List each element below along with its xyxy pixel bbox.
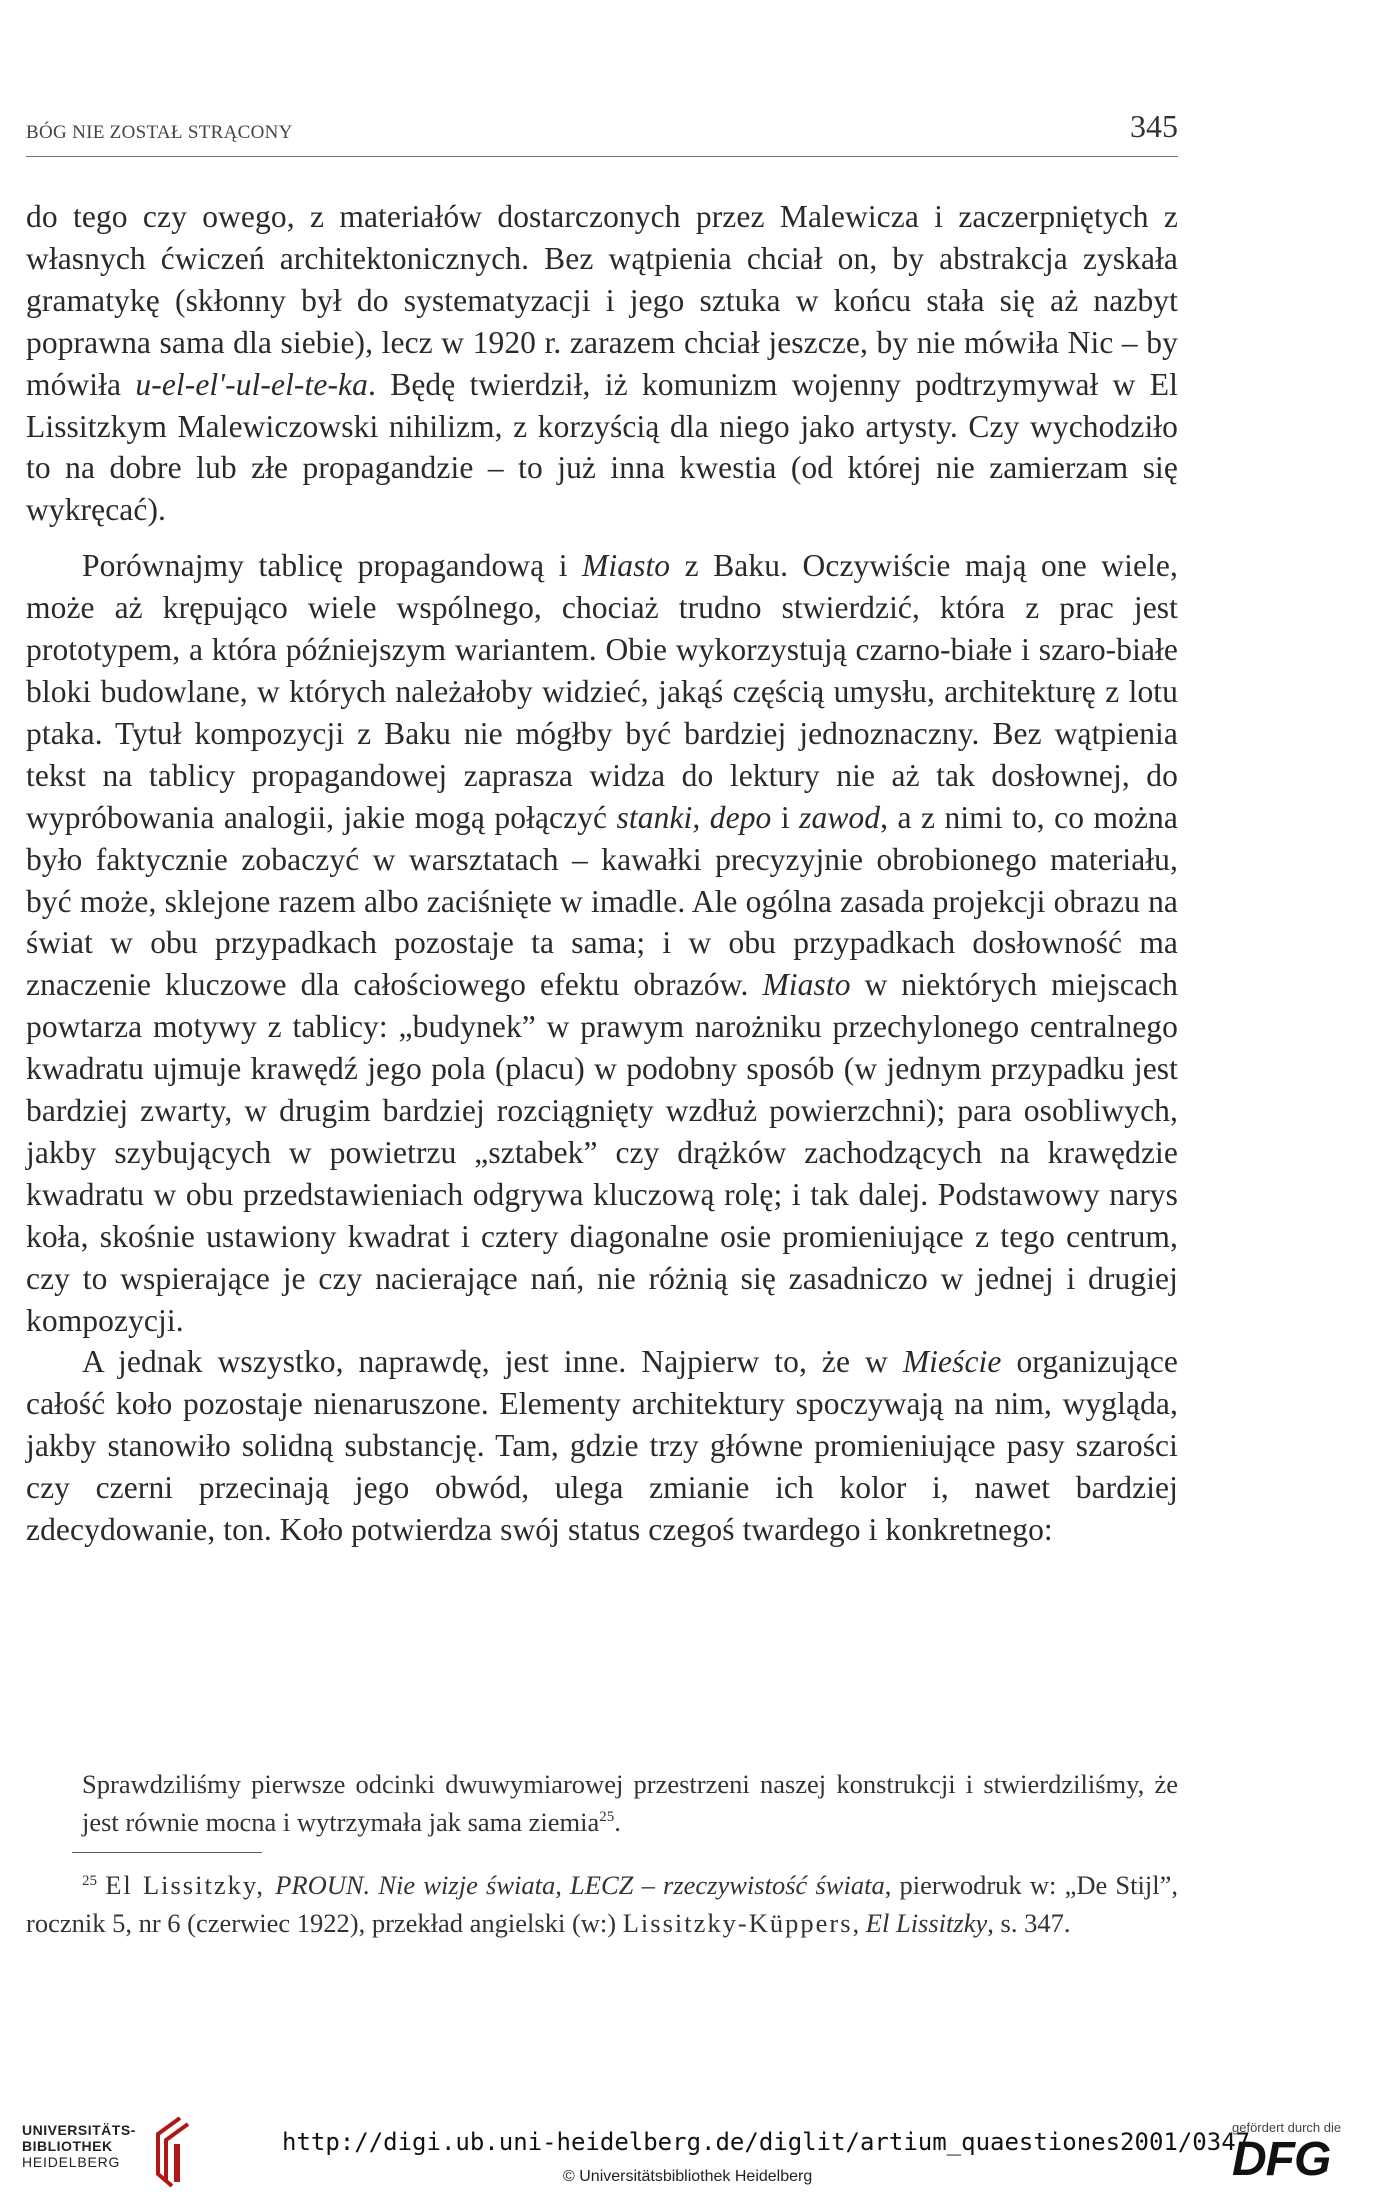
footnote-title: PROUN. Nie wizje świata, LECZ – rzeczywistość świata	[275, 1870, 885, 1900]
text-run: i	[771, 799, 800, 835]
text-run: w niektórych miejscach powtarza motywy z tablicy: „budynek” w prawym narożniku przechylonego centralnego kwadratu ujmuje krawędź jego pola (placu) w podobny sposób (w jednym przypadku jest bardziej zwarty, w drugim bardziej rozciągnięty wzdłuż powierzchni); para osobliwych, jakby szybujących w powietrzu „sztabek” czy drążków zachodzących na krawędzie kwadratu w obu przedstawieniach odgrywa kluczową rolę; i tak dalej. Podstawowy narys koła, skośnie ustawiony kwadrat i cztery diagonalne osie promieniujące z tego centrum, czy to wspierające je czy nacierające nań, nie różnią się zasadniczo w jednej i drugiej kompozycji.	[26, 967, 1178, 1338]
source-url[interactable]: http://digi.ub.uni-heidelberg.de/diglit/artium_quaestiones2001/0347	[282, 2128, 1251, 2156]
footnote-number: 25	[82, 1873, 97, 1889]
page-number: 345	[1130, 108, 1178, 144]
footnote-rule	[72, 1852, 262, 1853]
italic-run: Mieście	[902, 1344, 1002, 1380]
text-run: . Będę twierdził, iż komunizm wojenny podtrzymywał w El Lissitzkym Malewiczowski nihilizm, z korzyścią dla niego jako artysty. Czy wychodziło to na dobre lub złe propagandzie – to już inna kwestia (od której nie zamierzam się wykręcać).	[26, 366, 1179, 528]
copyright-notice: © Universitätsbibliothek Heidelberg	[563, 2168, 813, 2185]
dfg-caption: gefördert durch die	[1232, 2120, 1342, 2135]
footnote-book: El Lissitzky	[865, 1908, 988, 1938]
footnote-text: , pierwodruk w: „De Stijl”, rocznik 5, nr 6 (czerwiec 1922), przekład angielski (w:)	[26, 1870, 1178, 1938]
paragraph-2	[26, 545, 1178, 1341]
text-run: z Baku. Oczywiście mają one wiele, może aż krępująco wiele wspólnego, chociaż trudno stwierdzić, która z prac jest prototypem, a która późniejszym wariantem. Obie wykorzystują czarno-białe i szaro-białe bloki budowlane, w których należałoby widzieć, jakąś częścią umysłu, architekturę z lotu ptaka. Tytuł kompozycji z Baku nie mógłby być bardziej jednoznaczny. Bez wątpienia tekst na tablicy propagandowej zaprasza widza do lektury nie aż tak dosłownej, do wypróbowania analogii, jakie mogą połączyć	[26, 548, 1178, 835]
footnote-author: Lissitzky-Küppers	[622, 1908, 853, 1938]
page-header	[26, 108, 1178, 157]
library-emblem-icon	[150, 2114, 196, 2190]
text-run: Porównajmy tablicę propagandową i	[82, 548, 583, 584]
text-run: A jednak wszystko, naprawdę, jest inne. Najpierw to, że w	[82, 1344, 903, 1380]
text-run: do tego czy owego, z materiałów dostarczonych przez Malewicza i zaczerpniętych z własnych ćwiczeń architektonicznych. Bez wątpienia chciał on, by abstrakcja zyskała gramatykę (skłonny był do systematyzacji i jego sztuka w końcu stała się aż nazbyt poprawna sama dla siebie), lecz w 1920 r. zarazem chciał jeszcze, by nie mówiła Nic – by mówiła	[26, 199, 1178, 402]
paragraph-3	[26, 1341, 1178, 1551]
body-text	[26, 196, 1178, 1551]
italic-run: stanki, depo	[616, 799, 772, 835]
footnote-author: El Lissitzky,	[105, 1870, 276, 1900]
library-name-line: BIBLIOTHEK	[22, 2138, 113, 2154]
footnote	[26, 1862, 1178, 1942]
running-head: BÓG NIE ZOSTAŁ STRĄCONY	[26, 122, 293, 143]
library-city: HEIDELBERG	[22, 2154, 121, 2170]
paragraph-1	[26, 196, 1178, 531]
library-name-line: UNIVERSITÄTS-	[22, 2122, 136, 2138]
quote-end: .	[614, 1807, 621, 1837]
dfg-logo	[1232, 2120, 1341, 2185]
quote-text: Sprawdziliśmy pierwsze odcinki dwuwymiarowej przestrzeni naszej konstrukcji i stwierdziliśmy, że jest równie mocna i wytrzymała jak sama ziemia	[82, 1769, 1178, 1837]
footer-bar	[0, 2106, 1390, 2206]
block-quote	[82, 1765, 1178, 1841]
text-run: , a z nimi to, co można było faktycznie zobaczyć w warsztatach – kawałki precyzyjnie obrobionego materiału, być może, sklejone razem albo zaciśnięte w imadle. Ale ogólna zasada projekcji obrazu na świat w obu przypadkach pozostaje ta sama; i w obu przypadkach dosłowność ma znaczenie kluczowe dla całościowego efektu obrazów.	[26, 799, 1178, 1003]
italic-run: zawod	[799, 799, 881, 835]
italic-run: Miasto	[582, 548, 671, 584]
footnote-text: , s. 347.	[987, 1908, 1071, 1938]
text-run: organizujące całość koło pozostaje nienaruszone. Elementy architektury spoczywają na nim, wygląda, jakby stanowiło solidną substancję. Tam, gdzie trzy główne promieniujące pasy szarości czy czerni przecinają jego obwód, ulega zmianie ich kolor i, nawet bardziej zdecydowanie, ton. Koło potwierdza swój status czegoś twardego i konkretnego:	[26, 1344, 1178, 1548]
footnote-text: ,	[852, 1908, 866, 1938]
italic-run: u-el-el'-ul-el-te-ka	[135, 366, 368, 402]
dfg-name: DFG	[1232, 2133, 1331, 2186]
footnote-reference: 25	[599, 1809, 615, 1826]
library-logo	[22, 2122, 136, 2170]
italic-run: Miasto	[762, 967, 851, 1003]
